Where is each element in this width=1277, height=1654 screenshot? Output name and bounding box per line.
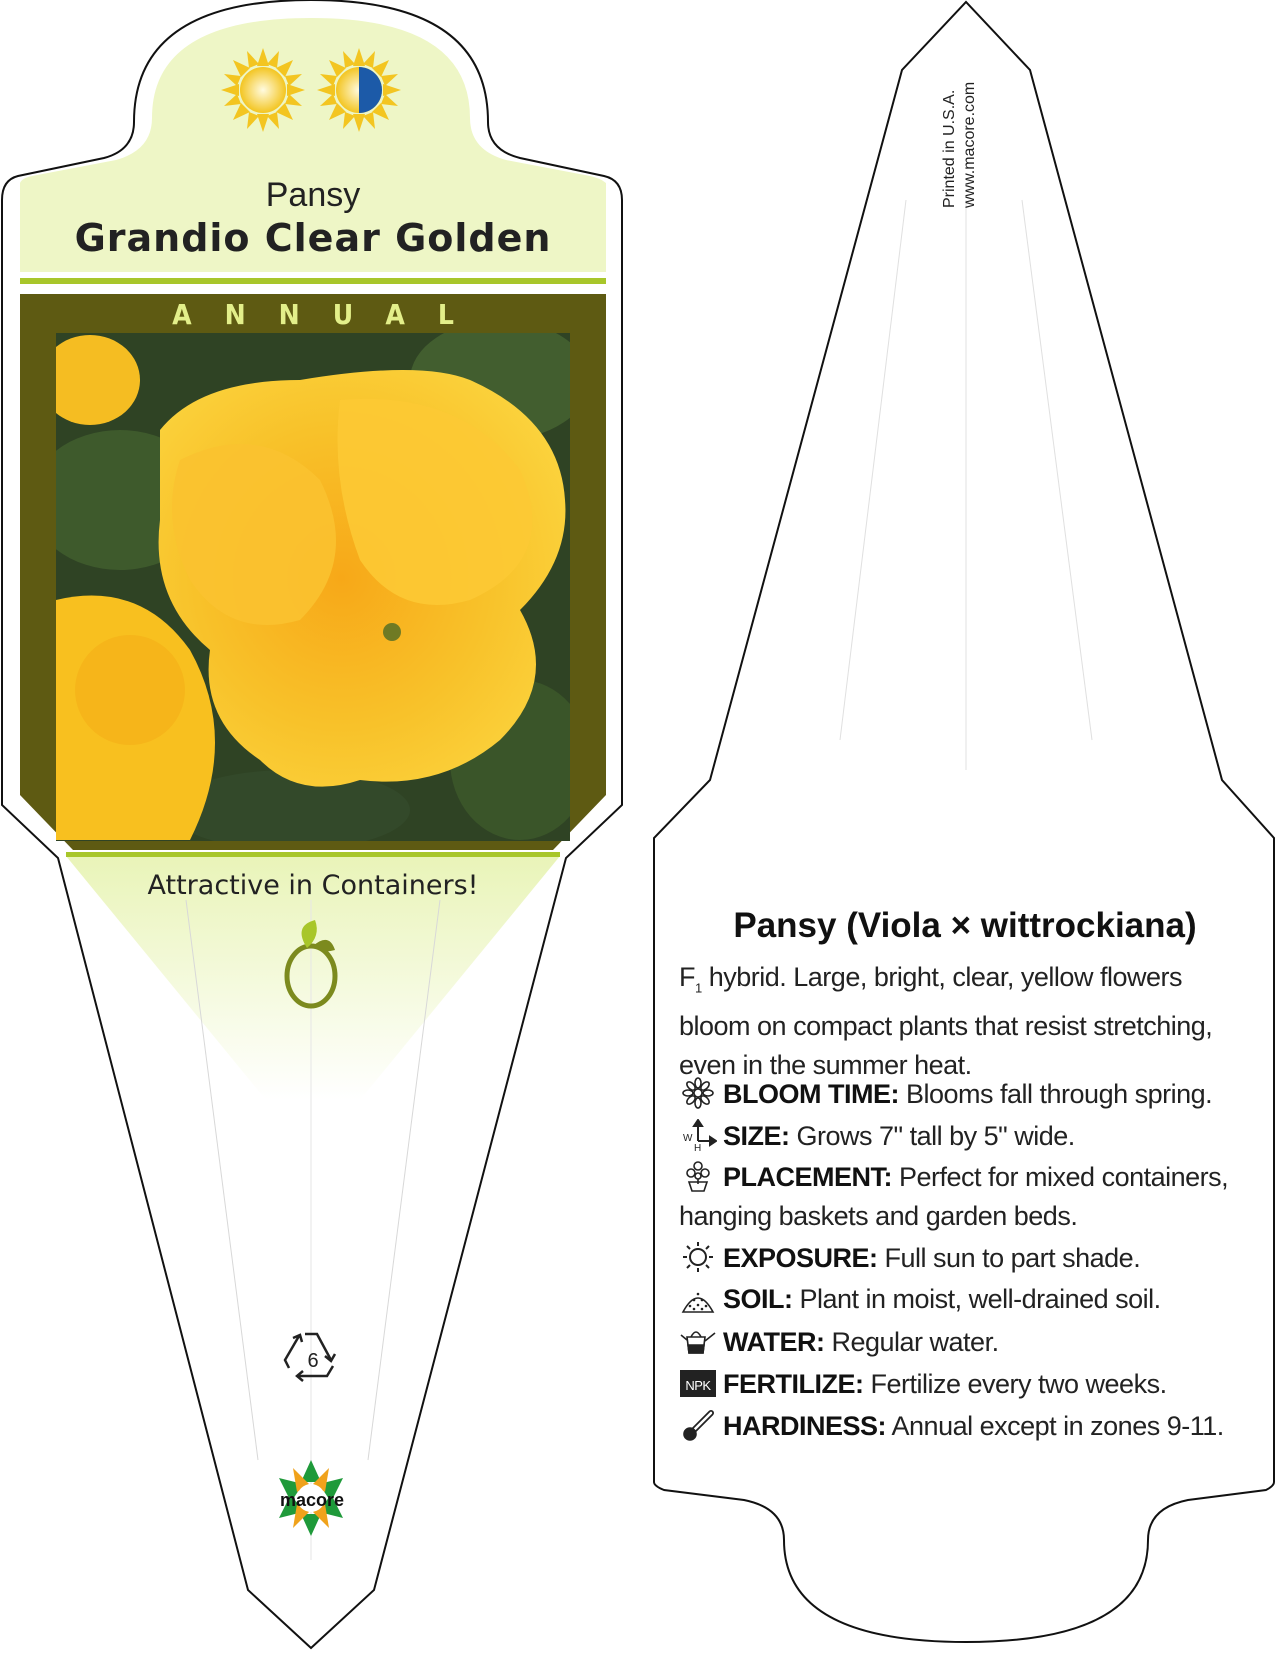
placement-icon	[679, 1160, 717, 1192]
feature-label: WATER:	[723, 1327, 825, 1357]
common-name: Pansy	[265, 176, 361, 214]
feature-label: SIZE:	[723, 1121, 790, 1151]
feature-text: Full sun to part shade.	[877, 1243, 1141, 1273]
desc-sub: 1	[695, 980, 702, 996]
feature-text: Blooms fall through spring.	[898, 1079, 1213, 1109]
svg-text:NPK: NPK	[685, 1378, 711, 1393]
feature-label: EXPOSURE:	[723, 1243, 878, 1273]
printed-note	[940, 82, 980, 208]
variety-name: Grandio Clear Golden	[74, 216, 552, 260]
feature-label: BLOOM TIME:	[723, 1079, 899, 1109]
feature-text: Plant in moist, well-drained soil.	[792, 1284, 1161, 1314]
botanical-title: Pansy (Viola × wittrockiana)	[733, 906, 1197, 945]
svg-text:W: W	[683, 1133, 692, 1144]
feature-text: Regular water.	[824, 1327, 999, 1357]
watering-can-icon	[679, 1325, 717, 1357]
website: www.macore.com	[961, 81, 978, 208]
description	[679, 958, 1249, 1085]
full-sun-icon	[221, 48, 305, 132]
feature-bloom-time	[679, 1075, 1259, 1114]
desc-text: hybrid. Large, bright, clear, yellow flowers bloom on compact plants that resist stretching, even in the summer heat.	[679, 962, 1213, 1081]
soil-icon	[679, 1282, 717, 1314]
recycle-code: 6	[307, 1350, 319, 1372]
desc-prefix: F	[679, 962, 695, 992]
flower-photo	[30, 320, 590, 850]
feature-size	[679, 1117, 1259, 1156]
size-icon	[679, 1119, 717, 1151]
category-label: ANNUAL	[172, 298, 487, 331]
feature-text: Grows 7" tall by 5" wide.	[789, 1121, 1075, 1151]
feature-label: PLACEMENT:	[723, 1162, 892, 1192]
feature-text: Fertilize every two weeks.	[863, 1369, 1167, 1399]
feature-text: Perfect for mixed containers, hanging baskets and garden beds.	[679, 1162, 1229, 1231]
npk-icon	[679, 1367, 717, 1399]
printed-in: Printed in U.S.A.	[941, 89, 958, 208]
part-shade-icon	[317, 48, 401, 132]
brand-name: macore	[279, 1490, 345, 1510]
feature-label: SOIL:	[723, 1284, 793, 1314]
tagline: Attractive in Containers!	[147, 870, 479, 901]
feature-placement	[679, 1158, 1259, 1236]
feature-hardiness	[679, 1407, 1259, 1446]
feature-label: HARDINESS:	[723, 1411, 887, 1441]
feature-text: Annual except in zones 9-11.	[886, 1411, 1224, 1441]
feature-label: FERTILIZE:	[723, 1369, 864, 1399]
feature-water	[679, 1323, 1259, 1362]
thermometer-icon	[679, 1409, 717, 1441]
flower-icon	[679, 1077, 717, 1109]
feature-fertilize	[679, 1365, 1259, 1404]
sun-icon	[679, 1241, 717, 1273]
feature-exposure	[679, 1239, 1259, 1278]
svg-text:H: H	[694, 1143, 701, 1151]
feature-soil	[679, 1280, 1259, 1319]
